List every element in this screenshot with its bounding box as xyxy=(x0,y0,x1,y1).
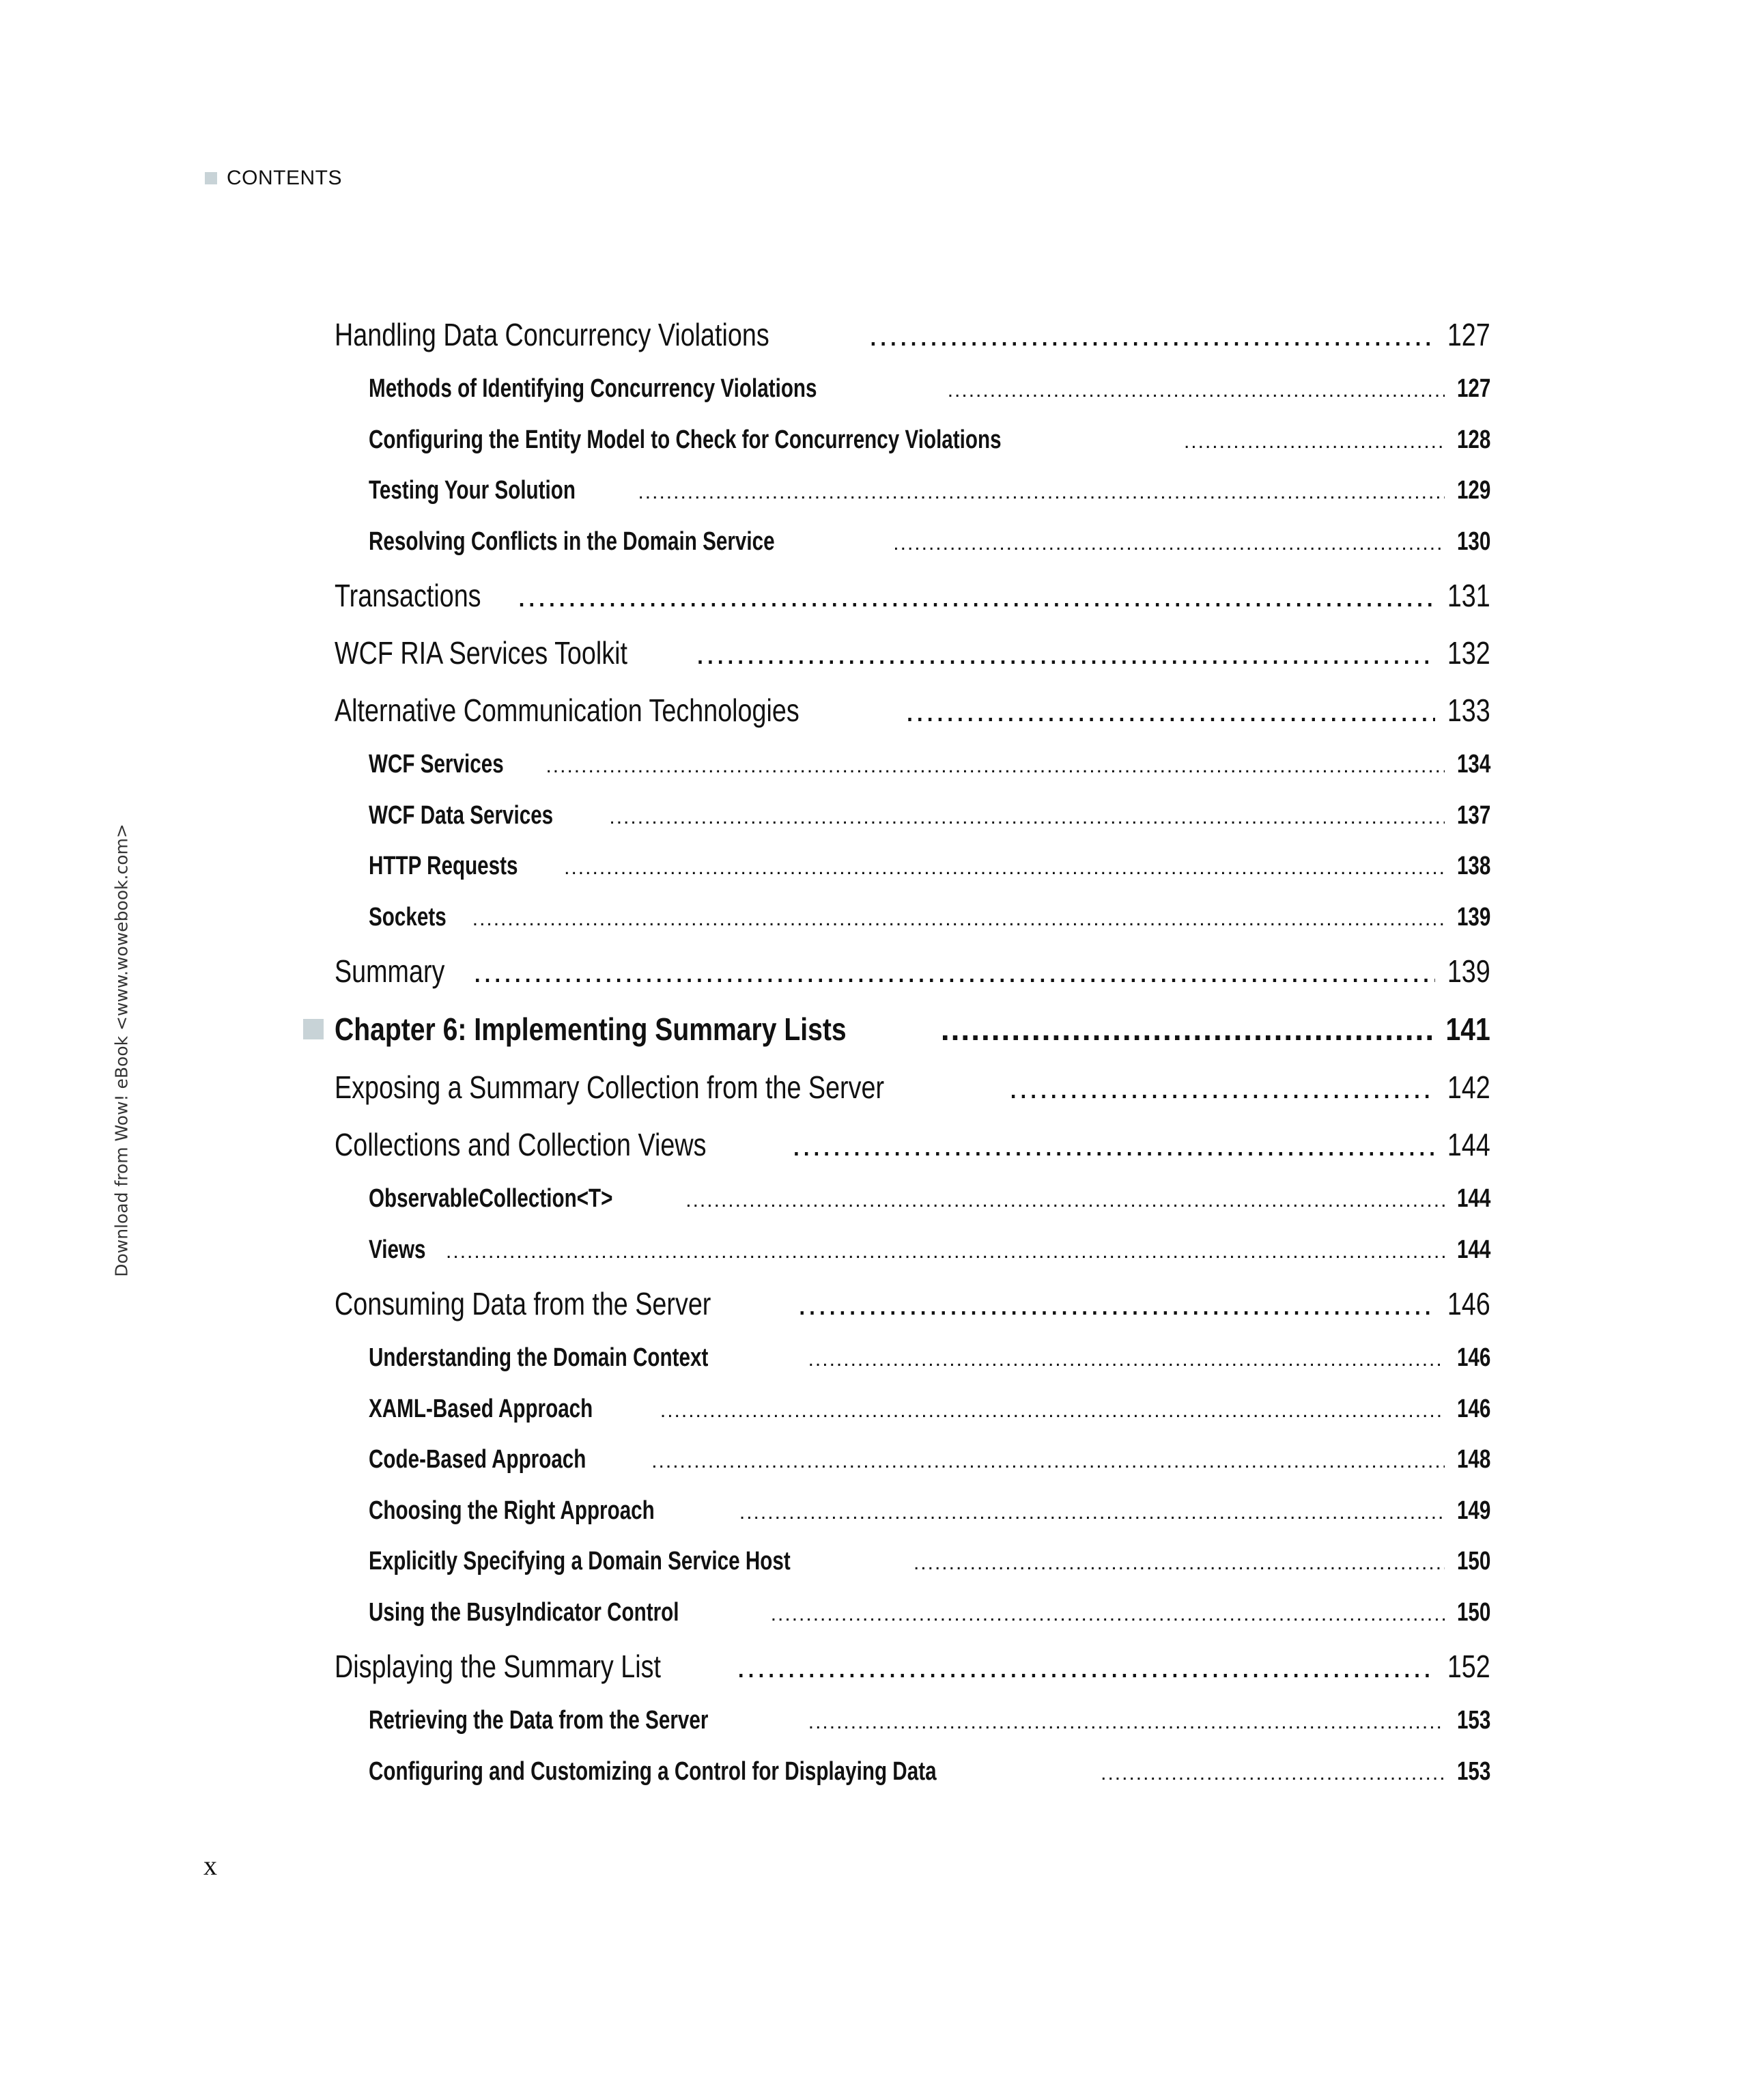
toc-entry-title: WCF Data Services xyxy=(369,800,554,830)
toc-entry[interactable] xyxy=(335,1587,1490,1638)
dot-leader xyxy=(696,624,1435,682)
toc-entry[interactable] xyxy=(335,1059,1490,1116)
toc-entry[interactable] xyxy=(335,363,1490,415)
dot-leader xyxy=(792,1116,1435,1173)
toc-entry[interactable] xyxy=(335,1746,1490,1797)
toc-entry-page: 130 xyxy=(1456,527,1490,556)
toc-entry-page: 152 xyxy=(1447,1649,1490,1684)
toc-entry[interactable] xyxy=(335,1434,1490,1485)
toc-entry-title: Understanding the Domain Context xyxy=(369,1343,709,1372)
toc-entry-page: 137 xyxy=(1456,800,1490,830)
toc-entry[interactable] xyxy=(335,790,1490,841)
toc-entry[interactable] xyxy=(335,682,1490,739)
toc-entry[interactable] xyxy=(335,306,1490,363)
toc-entry-page: 139 xyxy=(1447,953,1490,989)
toc-entry-title: ObservableCollection<T> xyxy=(369,1184,613,1213)
dot-leader xyxy=(797,1275,1435,1332)
toc-entry[interactable] xyxy=(335,1116,1490,1173)
toc-entry-page: 131 xyxy=(1447,578,1490,613)
toc-entry-title: Views xyxy=(369,1235,426,1264)
toc-entry-page: 146 xyxy=(1456,1394,1490,1423)
toc-entry[interactable] xyxy=(335,465,1490,516)
toc-entry-title: Exposing a Summary Collection from the Server xyxy=(335,1069,885,1105)
toc-entry[interactable] xyxy=(335,1695,1490,1746)
toc-entry-title: Methods of Identifying Concurrency Violations xyxy=(369,374,817,403)
dot-leader xyxy=(609,792,1444,843)
toc-entry-title: Configuring the Entity Model to Check for Concurrency Violations xyxy=(369,425,1002,454)
toc-entry-title: XAML-Based Approach xyxy=(369,1394,593,1423)
toc-entry-title: Consuming Data from the Server xyxy=(335,1286,711,1321)
dot-leader xyxy=(518,567,1436,624)
toc-entry[interactable] xyxy=(335,516,1490,568)
toc-entry-title: Sockets xyxy=(369,902,447,932)
toc-entry-title: Configuring and Customizing a Control for Displaying Data xyxy=(369,1756,937,1786)
page-number: x xyxy=(203,1850,217,1881)
toc-entry[interactable] xyxy=(335,1224,1490,1276)
header-square-icon xyxy=(205,172,217,184)
dot-leader xyxy=(546,741,1444,792)
chapter-square-icon xyxy=(303,1019,324,1039)
toc-entry-title: HTTP Requests xyxy=(369,852,518,880)
toc-entry[interactable] xyxy=(335,624,1490,682)
toc-entry[interactable] xyxy=(335,892,1490,943)
header-label: CONTENTS xyxy=(227,167,342,189)
toc-entry-page: 150 xyxy=(1456,1597,1490,1627)
toc-entry[interactable] xyxy=(335,1638,1490,1695)
dot-leader xyxy=(638,467,1444,518)
toc-entry-page: 146 xyxy=(1447,1286,1490,1321)
toc-entry[interactable] xyxy=(335,942,1490,1000)
toc-entry-page: 150 xyxy=(1456,1547,1490,1576)
toc-entry-title: WCF Services xyxy=(369,750,504,779)
dot-leader xyxy=(1101,1748,1444,1800)
toc-entry[interactable] xyxy=(335,567,1490,624)
dot-leader xyxy=(868,306,1435,363)
toc-entry[interactable] xyxy=(335,841,1490,892)
side-watermark-text: Download from Wow! eBook <www.wowebook.com> xyxy=(111,824,132,1277)
toc-entry-title: Collections and Collection Views xyxy=(335,1127,707,1162)
dot-leader xyxy=(660,1386,1445,1437)
toc-entry-page: 132 xyxy=(1447,635,1490,671)
toc-entry-title: Retrieving the Data from the Server xyxy=(369,1706,709,1735)
toc-entry[interactable] xyxy=(335,1384,1490,1435)
toc-entry-title: Handling Data Concurrency Violations xyxy=(335,317,769,352)
dot-leader xyxy=(739,1487,1445,1539)
toc-entry[interactable] xyxy=(335,1173,1490,1224)
toc-entry-page: 149 xyxy=(1456,1496,1490,1525)
toc-entry-page: 127 xyxy=(1456,374,1490,403)
dot-leader xyxy=(737,1638,1435,1695)
toc-entry[interactable] xyxy=(335,1485,1490,1537)
toc-entry-page: 144 xyxy=(1456,1184,1490,1213)
table-of-contents xyxy=(335,306,1490,1797)
dot-leader xyxy=(473,942,1435,1000)
dot-leader xyxy=(893,518,1444,570)
toc-entry-page: 146 xyxy=(1456,1343,1490,1372)
dot-leader xyxy=(651,1436,1444,1487)
toc-entry-page: 141 xyxy=(1445,1011,1490,1047)
toc-entry-title: Transactions xyxy=(335,578,481,613)
toc-entry-page: 127 xyxy=(1447,317,1490,352)
toc-entry-page: 138 xyxy=(1456,852,1490,880)
dot-leader xyxy=(941,1000,1435,1059)
dot-leader xyxy=(1184,417,1445,468)
dot-leader xyxy=(472,894,1445,945)
dot-leader xyxy=(948,365,1445,417)
running-header xyxy=(205,167,342,190)
dot-leader xyxy=(808,1697,1445,1748)
toc-entry-page: 148 xyxy=(1456,1445,1490,1474)
toc-entry-title: Code-Based Approach xyxy=(369,1445,586,1474)
toc-entry-title: Resolving Conflicts in the Domain Service xyxy=(369,527,775,556)
toc-entry-page: 142 xyxy=(1447,1069,1490,1105)
toc-chapter-entry[interactable] xyxy=(335,1000,1490,1059)
toc-entry-title: Using the BusyIndicator Control xyxy=(369,1597,679,1627)
toc-entry-title: WCF RIA Services Toolkit xyxy=(335,635,628,671)
dot-leader xyxy=(914,1538,1445,1589)
toc-entry-title: Testing Your Solution xyxy=(369,476,576,505)
dot-leader xyxy=(1009,1059,1436,1116)
toc-entry-page: 139 xyxy=(1456,902,1490,932)
toc-entry-title: Explicitly Specifying a Domain Service Host xyxy=(369,1547,791,1576)
toc-entry-title: Chapter 6: Implementing Summary Lists xyxy=(335,1011,847,1047)
dot-leader xyxy=(564,843,1444,894)
toc-entry[interactable] xyxy=(335,1536,1490,1587)
dot-leader xyxy=(808,1334,1445,1386)
toc-entry-title: Alternative Communication Technologies xyxy=(335,692,799,728)
toc-entry-page: 133 xyxy=(1447,692,1490,728)
toc-entry[interactable] xyxy=(335,1275,1490,1332)
toc-entry-page: 153 xyxy=(1456,1756,1490,1786)
dot-leader xyxy=(446,1227,1445,1278)
toc-entry[interactable] xyxy=(335,415,1490,466)
toc-entry-page: 134 xyxy=(1456,750,1490,779)
toc-entry-page: 144 xyxy=(1456,1235,1490,1264)
toc-entry-title: Summary xyxy=(335,953,445,989)
toc-entry-title: Displaying the Summary List xyxy=(335,1649,661,1684)
toc-entry-title: Choosing the Right Approach xyxy=(369,1496,655,1525)
toc-entry-page: 129 xyxy=(1456,476,1490,505)
toc-entry-page: 128 xyxy=(1456,425,1490,454)
toc-entry-page: 144 xyxy=(1447,1127,1490,1162)
dot-leader xyxy=(771,1589,1445,1640)
toc-entry[interactable] xyxy=(335,1332,1490,1384)
dot-leader xyxy=(905,682,1435,739)
toc-entry[interactable] xyxy=(335,739,1490,790)
toc-entry-page: 153 xyxy=(1456,1706,1490,1735)
dot-leader xyxy=(685,1175,1444,1227)
